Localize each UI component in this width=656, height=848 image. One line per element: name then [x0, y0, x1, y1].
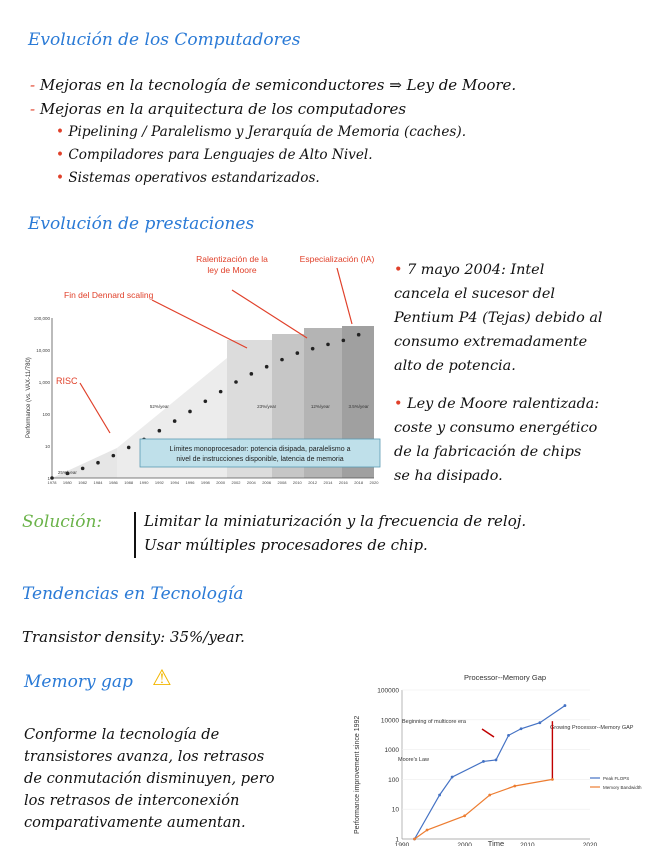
annotation-gap: Growing Processor--Memory GAP	[550, 725, 634, 731]
data-point	[50, 476, 54, 480]
x-tick-label: 2008	[277, 480, 287, 485]
x-axis-label: Time	[487, 839, 505, 846]
x-tick-label: 1982	[78, 480, 88, 485]
x-tick-label: 2012	[308, 480, 318, 485]
annotation-especializacion: Especialización (IA)	[299, 254, 375, 264]
solucion-bracket	[134, 512, 136, 558]
x-tick-label: 2014	[323, 480, 333, 485]
annotation-moores-law: Moore's Law	[398, 757, 430, 763]
limits-box-line-2: nivel de instrucciones disponible, latencia de memoria	[176, 456, 344, 463]
annotation-dennard: Fin del Dennard scaling	[64, 290, 154, 300]
risc-arrow	[80, 383, 110, 433]
series-point	[482, 760, 485, 763]
note-moore: • Ley de Moore ralentizada: coste y consumo energético de la fabricación de chips se ha disipado.	[394, 396, 600, 484]
x-tick-label: 2002	[231, 480, 241, 485]
list-subitem: • Compiladores para Lenguajes de Alto Nivel.	[56, 147, 373, 163]
x-tick-label: 1994	[170, 480, 180, 485]
series-point	[513, 785, 516, 788]
list-item: - Mejoras en la arquitectura de los computadores	[30, 100, 407, 118]
data-point	[265, 365, 269, 369]
solucion-line-1: Limitar la miniaturización y la frecuencia de reloj.	[144, 512, 527, 530]
solucion-label: Solución:	[22, 512, 103, 532]
series-point	[438, 794, 441, 797]
data-point	[250, 372, 254, 376]
y-tick-label: 10000	[380, 717, 399, 725]
series-point	[538, 721, 541, 724]
series-point	[507, 734, 510, 737]
y-tick-label: 100	[42, 412, 50, 417]
solucion-line-2: Usar múltiples procesadores de chip.	[144, 536, 428, 554]
annotation-ralentizacion-1: Ralentización de la	[196, 254, 268, 264]
data-point	[326, 343, 330, 347]
legend	[590, 776, 642, 790]
y-tick-labels	[34, 316, 51, 481]
chart-title: Processor--Memory Gap	[463, 673, 547, 682]
moore-arrow	[232, 290, 307, 338]
series-point	[463, 814, 466, 817]
x-tick-label: 1990	[139, 480, 149, 485]
transistor-density: Transistor density: 35%/year.	[22, 628, 245, 646]
x-tick-label: 2010	[292, 480, 302, 485]
x-tick-label: 2020	[582, 842, 598, 846]
y-tick-label: 100	[388, 776, 399, 784]
y-tick-label: 10,000	[36, 348, 50, 353]
ia-arrow	[337, 268, 352, 324]
data-point	[158, 429, 162, 433]
y-tick-label: 100,000	[33, 316, 50, 321]
annotation-ralentizacion-2: ley de Moore	[207, 265, 257, 275]
annotation-multicore: Beginning of multicore era	[402, 719, 466, 725]
dennard-arrow	[152, 300, 247, 348]
list-item: - Mejoras en la tecnología de semiconductores ⇒ Ley de Moore.	[30, 76, 517, 94]
x-tick-label: 1984	[93, 480, 103, 485]
legend-label: Peak FLOPS	[603, 776, 630, 781]
x-tick-label: 1986	[108, 480, 118, 485]
x-tick-label: 1988	[124, 480, 134, 485]
data-point	[357, 333, 361, 337]
data-point	[96, 461, 100, 465]
data-point	[81, 467, 85, 471]
series-point	[564, 704, 567, 707]
series-point	[551, 778, 554, 781]
section-title-evolucion: Evolución de los Computadores	[28, 30, 301, 50]
y-axis-label: Performance (vs. VAX-11/780)	[26, 357, 32, 438]
data-point	[342, 339, 346, 343]
y-tick-label: 1	[395, 836, 399, 844]
y-tick-labels	[377, 688, 399, 844]
x-tick-label: 2000	[457, 842, 472, 846]
growth-label: 12%/year	[310, 404, 330, 409]
memory-gap-title: Memory gap	[24, 672, 133, 692]
data-point	[280, 358, 284, 362]
data-point	[173, 419, 177, 423]
data-point	[219, 390, 223, 394]
x-tick-label: 2000	[216, 480, 226, 485]
growth-label: 25%/year	[57, 470, 77, 475]
x-tick-label: 1990	[394, 842, 410, 846]
section-title-prestaciones: Evolución de prestaciones	[28, 214, 255, 234]
series-point	[520, 727, 523, 730]
data-point	[234, 380, 238, 384]
x-tick-label: 1996	[185, 480, 195, 485]
dash-marker: -	[30, 100, 36, 118]
x-tick-label: 1978	[47, 480, 57, 485]
x-tick-label: 2004	[246, 480, 256, 485]
memory-gap-text: Conforme la tecnología de transistores avanza, los retrasos de conmutación disminuyen, pero los retrasos de interconexión comparativamente aumentan.	[24, 726, 275, 831]
x-tick-label: 2006	[262, 480, 272, 485]
data-point	[188, 410, 192, 414]
memory-gap-chart	[350, 666, 650, 846]
series-point	[488, 794, 491, 797]
x-tick-label: 2020	[369, 480, 379, 485]
limits-box-line-1: Límites monoprocesador: potencia disipada, paralelismo a	[169, 446, 351, 453]
y-tick-label: 1	[47, 476, 50, 481]
y-axis-label: Performance improvement since 1992	[354, 715, 361, 834]
list-subitem: • Sistemas operativos estandarizados.	[56, 170, 320, 186]
y-tick-label: 100000	[377, 687, 399, 695]
data-point	[296, 351, 300, 355]
series-line	[415, 706, 565, 839]
data-point	[311, 347, 315, 351]
x-tick-label: 2010	[520, 842, 535, 846]
list-subitem: • Pipelining / Paralelismo y Jerarquía de Memoria (caches).	[56, 124, 467, 140]
data-point	[204, 399, 208, 403]
series-point	[413, 838, 416, 841]
x-tick-labels	[48, 480, 380, 485]
annotation-risc: RISC	[56, 376, 78, 386]
dash-marker: -	[30, 76, 36, 94]
data-point	[127, 446, 131, 450]
x-tick-label: 2016	[338, 480, 348, 485]
x-tick-label: 2018	[354, 480, 364, 485]
data-point	[112, 454, 116, 458]
y-tick-label: 10	[391, 806, 399, 814]
y-tick-label: 10	[44, 444, 50, 449]
performance-chart	[22, 248, 384, 488]
growth-label: 23%/year	[257, 404, 277, 409]
growth-label: 52%/year	[149, 404, 169, 409]
series-point	[495, 759, 498, 762]
series-point	[426, 829, 429, 832]
y-tick-label: 1000	[384, 747, 399, 755]
warning-icon: ⚠	[152, 666, 172, 691]
legend-label: Memory Bandwidth	[603, 785, 642, 790]
x-tick-label: 1998	[200, 480, 210, 485]
y-tick-label: 1,000	[38, 380, 50, 385]
note-intel: • 7 mayo 2004: Intel cancela el sucesor del Pentium P4 (Tejas) debido al consumo extremadamente alto de potencia.	[394, 262, 603, 374]
section-title-tendencias: Tendencias en Tecnología	[22, 584, 244, 604]
multicore-arrow	[482, 729, 494, 737]
series-point	[451, 776, 454, 779]
x-tick-label: 1980	[62, 480, 72, 485]
x-tick-label: 1992	[154, 480, 164, 485]
growth-label: 3.5%/year	[348, 404, 369, 409]
